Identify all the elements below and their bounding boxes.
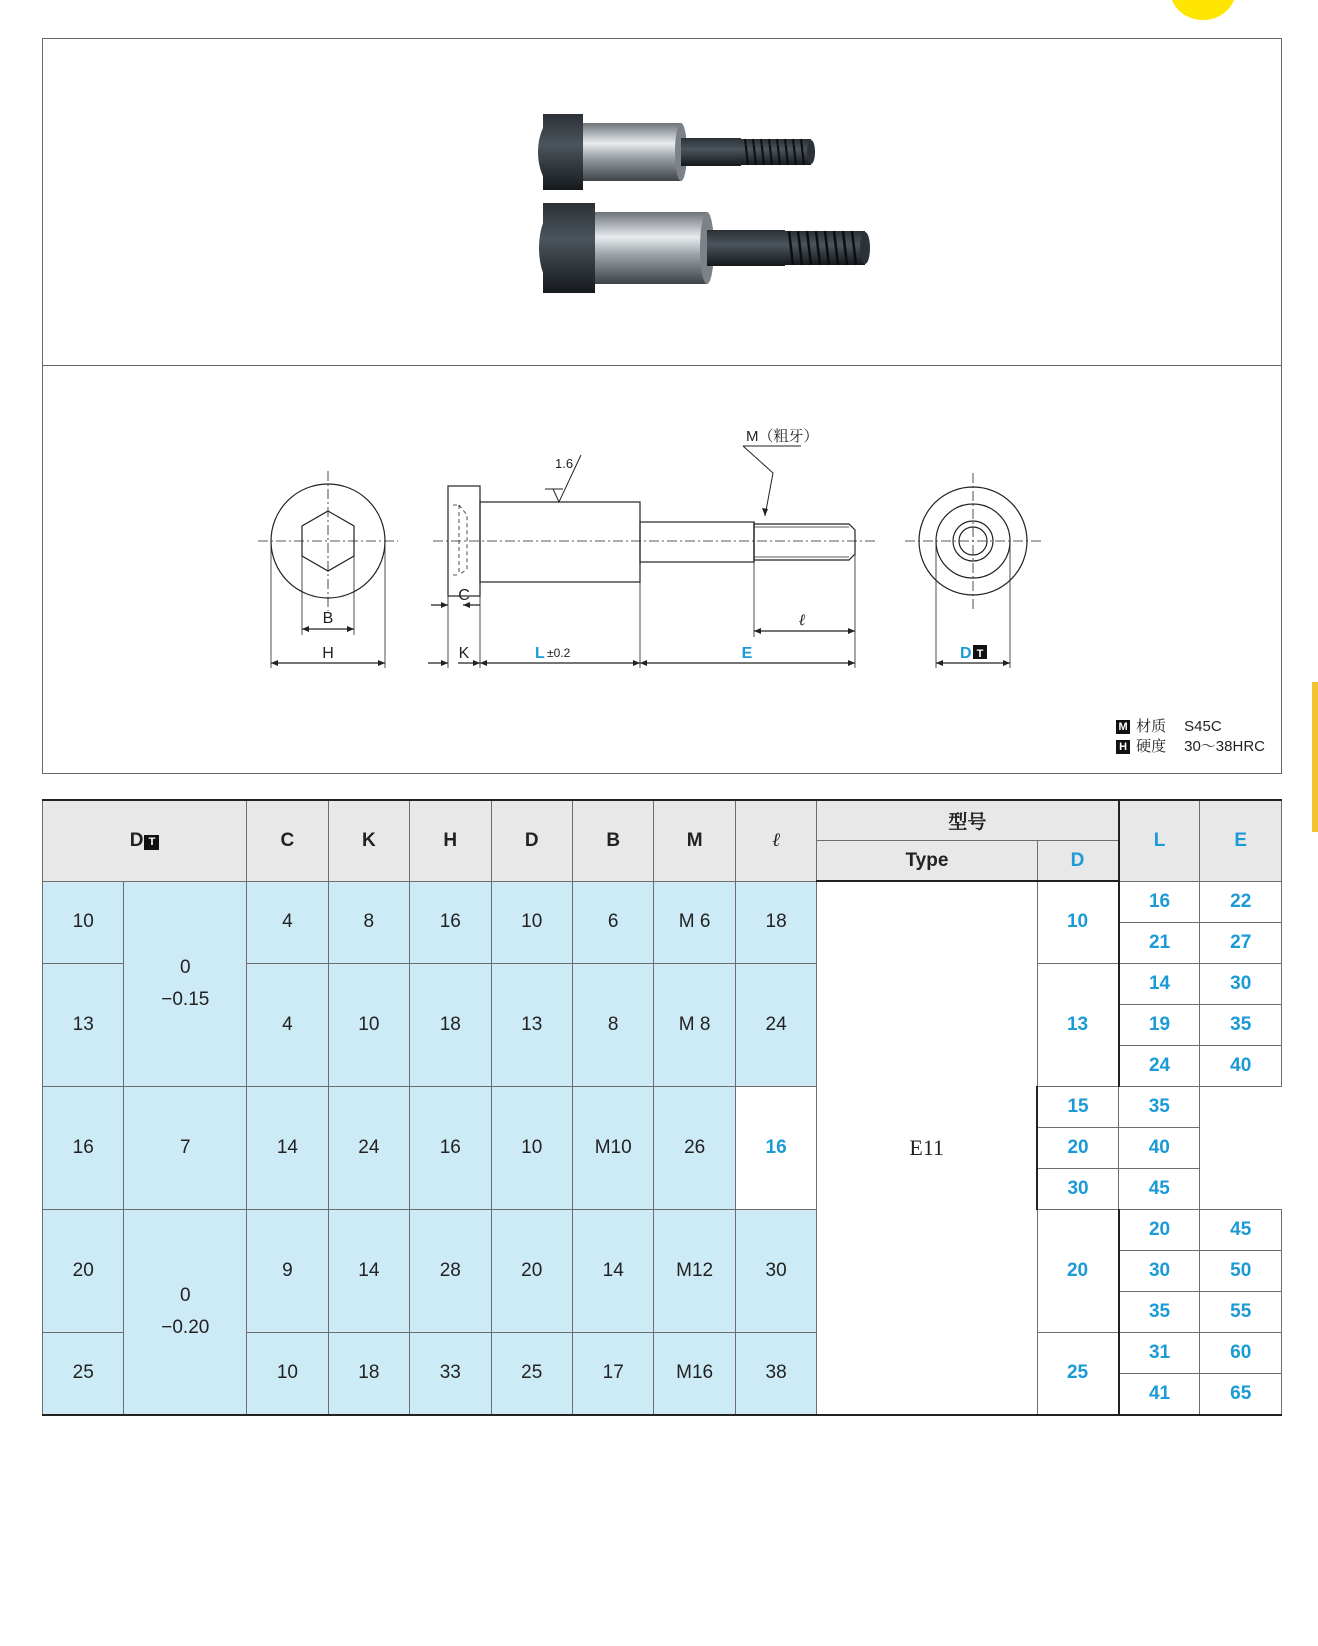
cell-c: 9 — [247, 1209, 328, 1332]
cell-type-d: 10 — [1037, 881, 1118, 963]
cell-k: 14 — [328, 1209, 409, 1332]
corner-yellow-dot — [1170, 0, 1236, 20]
cell-l: 41 — [1119, 1373, 1200, 1415]
header-b: B — [572, 800, 653, 881]
cell-b: 8 — [572, 963, 653, 1086]
header-e: E — [1200, 800, 1282, 881]
product-photo-panel — [42, 38, 1282, 366]
cell-m: M12 — [654, 1209, 735, 1332]
hardness-label: 硬度 — [1136, 738, 1167, 755]
dim-h-label: H — [322, 645, 334, 662]
cell-c: 7 — [124, 1086, 247, 1209]
cell-l: 19 — [1119, 1004, 1200, 1045]
side-view — [428, 446, 875, 668]
header-type-d: D — [1037, 841, 1118, 882]
cell-k: 10 — [328, 963, 409, 1086]
type-value: E11 — [817, 881, 1037, 1415]
cell-l: 20 — [1037, 1127, 1118, 1168]
roughness-label: 1.6 — [555, 456, 574, 471]
dim-b-label: B — [322, 610, 334, 627]
product-photo — [43, 39, 1283, 367]
bolt-small — [538, 114, 815, 190]
cell-k: 18 — [328, 1332, 409, 1415]
cell-d: 20 — [43, 1209, 124, 1332]
cell-l: 20 — [1119, 1209, 1200, 1250]
cell-c: 4 — [247, 963, 328, 1086]
cell-type-d: 20 — [1037, 1209, 1118, 1332]
cell-d: 16 — [43, 1086, 124, 1209]
dim-c-label: C — [458, 587, 470, 604]
header-d: D — [491, 800, 572, 881]
cell-type-d: 16 — [735, 1086, 816, 1209]
cell-m: M10 — [572, 1086, 653, 1209]
cell-k: 14 — [247, 1086, 328, 1209]
cell-dd: 13 — [491, 963, 572, 1086]
cell-l: 24 — [1119, 1045, 1200, 1086]
cell-dd: 16 — [410, 1086, 491, 1209]
cell-c: 10 — [247, 1332, 328, 1415]
cell-b: 14 — [572, 1209, 653, 1332]
cell-dd: 10 — [491, 881, 572, 963]
hardness-icon: H — [1116, 740, 1130, 754]
cell-k: 8 — [328, 881, 409, 963]
dim-ell-label: ℓ — [798, 610, 806, 629]
cell-l: 21 — [1119, 922, 1200, 963]
cell-e: 27 — [1200, 922, 1282, 963]
header-ell: ℓ — [735, 800, 816, 881]
cell-e: 40 — [1119, 1127, 1200, 1168]
cell-e: 60 — [1200, 1332, 1282, 1373]
cell-e: 45 — [1200, 1209, 1282, 1250]
cell-e: 50 — [1200, 1250, 1282, 1291]
cell-ell: 30 — [735, 1209, 816, 1332]
cell-l: 31 — [1119, 1332, 1200, 1373]
cell-d: 10 — [43, 881, 124, 963]
thread-label: M（粗牙） — [746, 428, 819, 445]
cell-l: 14 — [1119, 963, 1200, 1004]
cell-h: 18 — [410, 963, 491, 1086]
head-end-view — [258, 471, 398, 668]
cell-type-d: 25 — [1037, 1332, 1118, 1415]
cell-ell: 24 — [735, 963, 816, 1086]
cell-b: 10 — [491, 1086, 572, 1209]
cell-h: 24 — [328, 1086, 409, 1209]
header-h: H — [410, 800, 491, 881]
cell-dd: 20 — [491, 1209, 572, 1332]
header-m: M — [654, 800, 735, 881]
header-dt: D T — [43, 800, 247, 881]
cell-e: 40 — [1200, 1045, 1282, 1086]
cell-d: 25 — [43, 1332, 124, 1415]
thread-end-view — [905, 473, 1041, 668]
cell-ell: 26 — [654, 1086, 735, 1209]
cell-m: M 8 — [654, 963, 735, 1086]
header-c: C — [247, 800, 328, 881]
bolt-large — [539, 203, 870, 293]
cell-e: 55 — [1200, 1291, 1282, 1332]
cell-l: 35 — [1119, 1291, 1200, 1332]
cell-l: 30 — [1119, 1250, 1200, 1291]
tolerance-015: 0 −0.15 — [124, 881, 247, 1086]
material-spec — [1116, 717, 1265, 757]
material-icon: M — [1116, 720, 1130, 734]
cell-dd: 25 — [491, 1332, 572, 1415]
spec-table — [42, 799, 1282, 1416]
dim-l-tolerance: ±0.2 — [547, 646, 571, 660]
cell-m: M 6 — [654, 881, 735, 963]
technical-drawing-panel — [42, 365, 1282, 774]
cell-c: 4 — [247, 881, 328, 963]
cell-ell: 38 — [735, 1332, 816, 1415]
header-model: 型号 — [817, 800, 1119, 841]
material-value: S45C — [1184, 718, 1222, 735]
cell-h: 28 — [410, 1209, 491, 1332]
material-label: 材质 — [1136, 718, 1167, 735]
cell-type-d: 13 — [1037, 963, 1118, 1086]
cell-e: 35 — [1200, 1004, 1282, 1045]
dim-d-tolerance-box: T — [976, 648, 984, 660]
dim-e-label: E — [741, 645, 753, 662]
cell-e: 65 — [1200, 1373, 1282, 1415]
dim-k-label: K — [458, 645, 470, 662]
header-type: Type — [817, 841, 1037, 882]
tolerance-020: 0 −0.20 — [124, 1209, 247, 1415]
cell-h: 16 — [410, 881, 491, 963]
cell-ell: 18 — [735, 881, 816, 963]
header-l: L — [1119, 800, 1200, 881]
cell-e: 45 — [1119, 1168, 1200, 1209]
technical-drawing — [43, 365, 1283, 774]
hardness-value: 30～38HRC — [1184, 738, 1265, 755]
cell-h: 33 — [410, 1332, 491, 1415]
table-row — [43, 1086, 1282, 1127]
cell-l: 15 — [1037, 1086, 1118, 1127]
table-row — [43, 1209, 1282, 1250]
cell-l: 16 — [1119, 881, 1200, 922]
table-row — [43, 881, 1282, 922]
cell-e: 22 — [1200, 881, 1282, 922]
header-k: K — [328, 800, 409, 881]
dim-l-label: L — [535, 645, 545, 662]
cell-e: 30 — [1200, 963, 1282, 1004]
cell-b: 6 — [572, 881, 653, 963]
cell-m: M16 — [654, 1332, 735, 1415]
cell-b: 17 — [572, 1332, 653, 1415]
dim-d-label: D — [960, 645, 972, 662]
side-tab-marker — [1312, 682, 1318, 832]
cell-e: 35 — [1119, 1086, 1200, 1127]
cell-d: 13 — [43, 963, 124, 1086]
cell-l: 30 — [1037, 1168, 1118, 1209]
